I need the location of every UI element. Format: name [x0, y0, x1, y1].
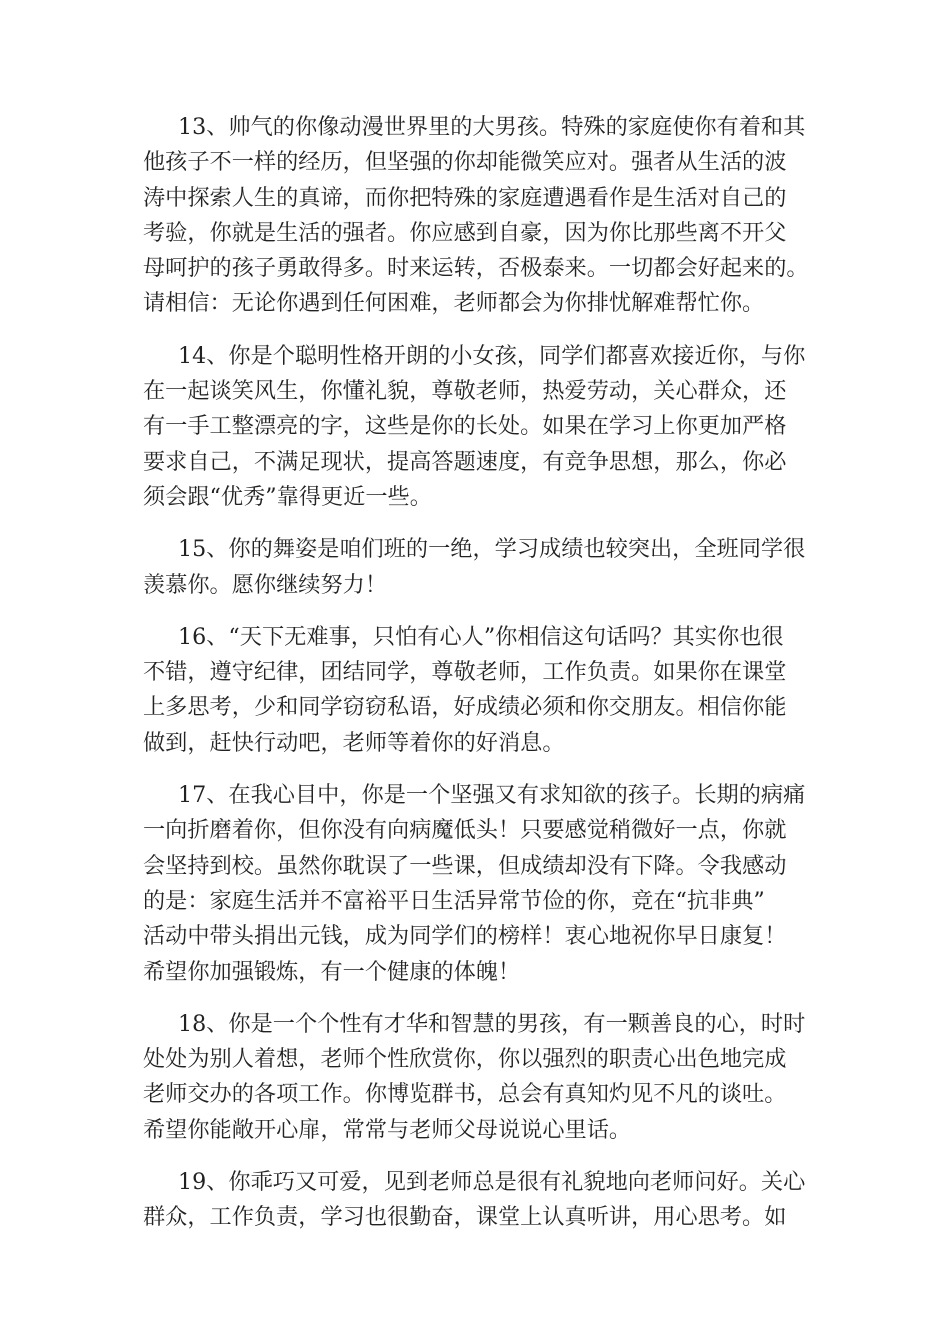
- text-line: 请相信：无论你遇到任何困难，老师都会为你排忧解难帮忙你。: [143, 290, 765, 317]
- paragraph-16: [143, 620, 833, 761]
- text-line: 不错，遵守纪律，团结同学，尊敬老师，工作负责。如果你在课堂: [143, 659, 787, 686]
- text-line: 13、帅气的你像动漫世界里的大男孩。特殊的家庭使你有着和其: [178, 114, 806, 140]
- paragraph-15: [143, 532, 833, 603]
- text-line: 会坚持到校。虽然你耽误了一些课，但成绩却没有下降。令我感动: [143, 852, 787, 879]
- text-line: 老师交办的各项工作。你博览群书，总会有真知灼见不凡的谈吐。: [143, 1081, 787, 1108]
- text-line: 14、你是个聪明性格开朗的小女孩，同学们都喜欢接近你，与你: [178, 342, 806, 369]
- paragraph-14: [143, 339, 833, 515]
- text-line: 的是：家庭生活并不富裕平日生活异常节俭的你，竞在“抗非典”: [143, 887, 765, 914]
- text-line: 16、“天下无难事，只怕有心人”你相信这句话吗？其实你也很: [178, 623, 784, 650]
- text-line: 希望你加强锻炼，有一个健康的体魄！: [143, 958, 521, 985]
- text-line: 他孩子不一样的经历，但坚强的你却能微笑应对。强者从生活的波: [143, 149, 787, 176]
- text-line: 羡慕你。愿你继续努力！: [143, 571, 388, 598]
- text-line: 上多思考，少和同学窃窃私语，好成绩必须和你交朋友。相信你能: [143, 694, 787, 721]
- text-line: 母呵护的孩子勇敢得多。时来运转，否极泰来。一切都会好起来的。: [143, 255, 809, 282]
- text-line: 在一起谈笑风生，你懂礼貌，尊敬老师，热爱劳动，关心群众，还: [143, 378, 787, 405]
- text-line: 有一手工整漂亮的字，这些是你的长处。如果在学习上你更加严格: [143, 413, 787, 440]
- document-body: [143, 110, 833, 1253]
- text-line: 涛中探索人生的真谛，而你把特殊的家庭遭遇看作是生活对自己的: [143, 184, 787, 211]
- paragraph-19: [143, 1165, 833, 1236]
- text-line: 做到，赶快行动吧，老师等着你的好消息。: [143, 729, 565, 756]
- text-line: 一向折磨着你，但你没有向病魔低头！只要感觉稍微好一点，你就: [143, 817, 787, 844]
- text-line: 群众，工作负责，学习也很勤奋，课堂上认真听讲，用心思考。如: [143, 1204, 787, 1231]
- paragraph-17: [143, 778, 833, 990]
- text-line: 处处为别人着想，老师个性欣赏你，你以强烈的职责心出色地完成: [143, 1046, 787, 1073]
- text-line: 17、在我心目中，你是一个坚强又有求知欲的孩子。长期的病痛: [178, 782, 806, 809]
- text-line: 考验，你就是生活的强者。你应感到自豪，因为你比那些离不开父: [143, 219, 787, 246]
- text-line: 15、你的舞姿是咱们班的一绝，学习成绩也较突出，全班同学很: [178, 536, 806, 563]
- paragraph-18: [143, 1007, 833, 1148]
- text-line: 须会跟“优秀”靠得更近一些。: [143, 483, 432, 510]
- text-line: 18、你是一个个性有才华和智慧的男孩，有一颗善良的心，时时: [178, 1010, 806, 1037]
- text-line: 要求自己，不满足现状，提高答题速度，有竞争思想，那么，你必: [143, 448, 787, 475]
- text-line: 活动中带头捐出元钱，成为同学们的榜样！衷心地祝你早日康复！: [143, 923, 787, 950]
- text-line: 希望你能敞开心扉，常常与老师父母说说心里话。: [143, 1116, 632, 1143]
- text-line: 19、你乖巧又可爱，见到老师总是很有礼貌地向老师问好。关心: [178, 1169, 806, 1196]
- paragraph-13: [143, 110, 833, 322]
